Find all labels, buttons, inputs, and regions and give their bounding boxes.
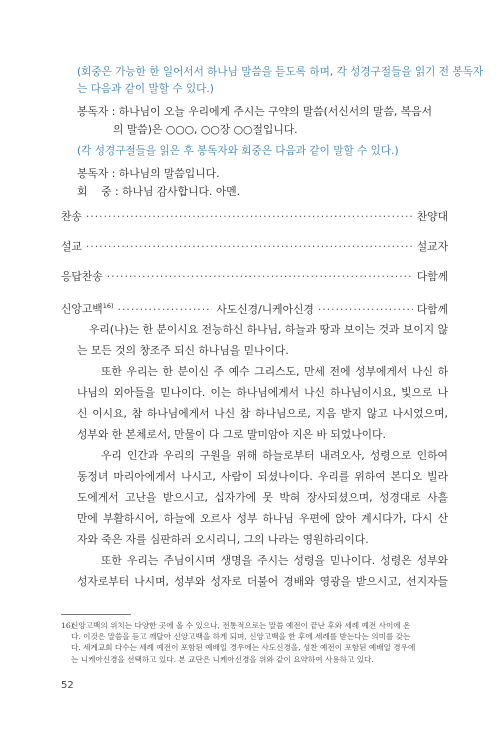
creed-line: 우리(나)는 한 분이시요 전능하신 하나님, 하늘과 땅과 보이는 것과 보이지 않 xyxy=(89,323,449,336)
reader-announcement-line-2: 의 말씀)은 ○○○, ○○장 ○○절입니다. xyxy=(113,123,298,136)
creed-paragraph-3 xyxy=(77,445,448,550)
order-leader: 다함께 xyxy=(416,302,448,316)
leader-dots xyxy=(86,238,413,255)
footnote-line: 다. 이것은 말씀을 듣고 깨달아 신앙고백을 하게 되며, 신앙고백을 한 후에 세례를 받는다는 의미를 갖는 xyxy=(71,632,411,642)
creed-paragraph-1 xyxy=(77,319,448,361)
footnote-line: 는 니케아신경을 선택하고 있다. 본 교단은 니케아신경을 위와 같이 요약하여 사용하고 있다. xyxy=(71,654,374,664)
order-row-creed xyxy=(61,298,448,318)
order-leader: 설교자 xyxy=(416,240,448,253)
creed-paragraph-2 xyxy=(77,361,448,445)
order-item: 설교 xyxy=(61,240,82,253)
creed-paragraph-4 xyxy=(77,550,448,592)
footnote-line: 다. 세계교회 다수는 세례 예전이 포함된 예배일 경우에는 사도신경을, 성찬 예전이 포함된 예배일 경우에 xyxy=(71,643,416,653)
footnote-divider xyxy=(61,614,131,615)
order-row-hymn xyxy=(61,208,448,225)
order-item: 찬송 xyxy=(61,210,82,223)
creed-line: 나님의 외아들을 믿나이다. 이는 하나님에게서 나신 하나님이시요, 빛으로 나 xyxy=(77,386,448,399)
order-leader: 찬양대 xyxy=(416,210,448,223)
rubric-instruction-1 xyxy=(77,64,484,98)
leader-dots xyxy=(318,301,413,318)
leader-dots xyxy=(107,268,413,285)
page-number: 52 xyxy=(61,680,74,691)
rubric-line: 는 다음과 같이 말할 수 있다.) xyxy=(77,83,214,95)
leader-dots xyxy=(118,301,213,318)
footnote xyxy=(61,620,451,665)
creed-line: 성자로부터 나시며, 성부와 성자로 더불어 경배와 영광을 받으시고, 선지자들 xyxy=(77,575,448,588)
order-leader: 다함께 xyxy=(416,270,448,283)
congregation-response-line: 회 중 : 하나님 감사합니다. 아멘. xyxy=(77,185,241,198)
creed-line: 동정녀 마리아에게서 나시고, 사람이 되셨나이다. 우리를 위하여 본디오 빌라 xyxy=(77,470,448,483)
footnote-number: 16) xyxy=(61,621,74,630)
creed-line: 는 모든 것의 창조주 되신 하나님을 믿나이다. xyxy=(77,344,289,357)
creed-line: 만에 부활하시어, 하늘에 오르사 성부 하나님 우편에 앉아 계시다가, 다시 산 xyxy=(77,512,448,525)
creed-line: 우리 인간과 우리의 구원을 위해 하늘로부터 내려오사, 성령으로 인하여 xyxy=(101,449,448,462)
creed-line: 신 이시요, 참 하나님에게서 나신 참 하나님으로, 지음 받지 않고 나시었으며, xyxy=(77,407,448,420)
reader-word-line: 봉독자 : 하나님의 말씀입니다. xyxy=(77,167,220,180)
creed-options: 사도신경/니케아신경 xyxy=(216,302,314,316)
footnote-line: 신앙고백의 위치는 다양한 곳에 올 수 있으나, 전통적으로는 말씀 예전이 끝난 후와 세례 예전 사이에 온 xyxy=(71,621,411,630)
rubric-line: (회중은 가능한 한 일어서서 하나님 말씀을 듣도록 하며, 각 성경구절들을 읽기 전 봉독자 xyxy=(77,66,484,78)
creed-line: 자와 죽은 자를 심판하러 오시리니, 그의 나라는 영원하리이다. xyxy=(77,533,369,546)
leader-dots xyxy=(86,208,413,225)
order-row-response-hymn xyxy=(61,268,448,285)
creed-line: 도에게서 고난을 받으시고, 십자가에 못 박혀 장사되셨으며, 성경대로 사흘 xyxy=(77,491,448,504)
creed-line: 성부와 한 본체로서, 만물이 다 그로 말미암아 지은 바 되었나이다. xyxy=(77,428,386,441)
order-row-sermon xyxy=(61,238,448,255)
footnote-reference: 16) xyxy=(102,302,114,310)
footnote-text xyxy=(71,620,451,665)
creed-text xyxy=(77,319,448,592)
rubric-instruction-2: (각 성경구절들을 읽은 후 봉독자와 회중은 다음과 같이 말할 수 있다.) xyxy=(77,145,399,157)
creed-line: 또한 우리는 주님이시며 생명을 주시는 성령을 믿나이다. 성령은 성부와 xyxy=(101,554,448,567)
creed-line: 또한 우리는 한 분이신 주 예수 그리스도, 만세 전에 성부에게서 나신 하 xyxy=(101,365,448,378)
reader-announcement-line-1: 봉독자 : 하나님이 오늘 우리에게 주시는 구약의 말씀(서신서의 말씀, 복음서 xyxy=(77,105,433,118)
creed-label: 신앙고백 xyxy=(61,302,103,316)
order-item xyxy=(61,298,114,318)
order-item: 응답찬송 xyxy=(61,270,103,283)
